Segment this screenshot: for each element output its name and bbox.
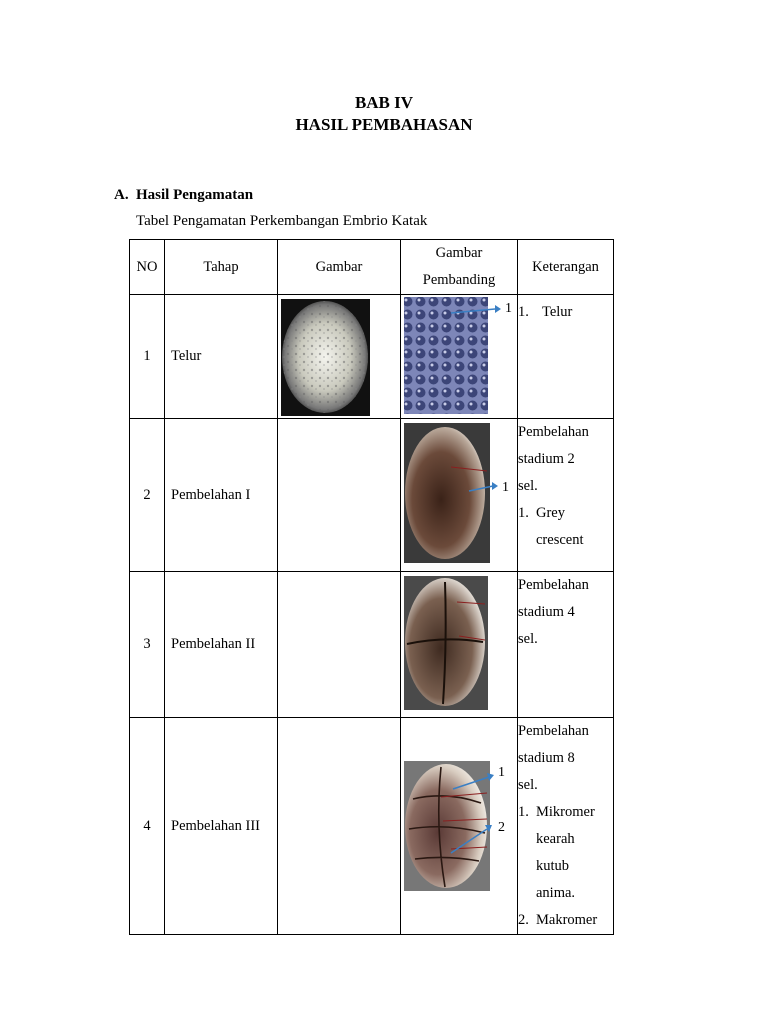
row-number: 4 (130, 718, 165, 935)
comparison-image-cell (401, 295, 518, 419)
row-number: 2 (130, 419, 165, 572)
row-stage: Pembelahan I (165, 419, 278, 572)
row-stage: Telur (165, 295, 278, 419)
list-item: 2. Makromer (518, 912, 598, 928)
description-line: Pembelahan (518, 424, 589, 440)
list-item: 1. Telur (518, 304, 573, 320)
row-description (518, 419, 614, 572)
description-line: stadium 2 (518, 451, 575, 467)
observed-image-cell (278, 572, 401, 718)
table-header-row (130, 240, 614, 295)
row-stage: Pembelahan II (165, 572, 278, 718)
arrow-label: 1 (502, 480, 509, 495)
observed-image-cell (278, 419, 401, 572)
page-title: HASIL PEMBAHASAN (295, 115, 473, 134)
table-row (130, 718, 614, 935)
row-description (518, 295, 614, 419)
section-title: Hasil Pengamatan (136, 187, 254, 203)
table-row (130, 572, 614, 718)
table-caption: Tabel Pengamatan Perkembangan Embrio Katak (136, 213, 428, 229)
description-line: stadium 8 (518, 750, 575, 766)
comparison-image-cell (401, 419, 518, 572)
list-item: 1. Mikromer kearah kutub anima. (518, 804, 595, 901)
chapter-heading: BAB IV (354, 93, 414, 112)
comparison-cleavage-8-image (401, 719, 517, 934)
table-row (130, 419, 614, 572)
header-keterangan: Keterangan (518, 240, 614, 295)
observation-table (129, 239, 614, 935)
header-tahap: Tahap (165, 240, 278, 295)
description-line: Pembelahan (518, 723, 589, 739)
header-pembanding-line1: Gambar (435, 245, 483, 261)
description-line: Pembelahan (518, 577, 589, 593)
arrow-label: 1 (505, 301, 512, 316)
comparison-image-cell (401, 572, 518, 718)
comparison-egg-image (401, 295, 517, 418)
row-stage: Pembelahan III (165, 718, 278, 935)
description-line: sel. (518, 631, 538, 647)
row-number: 1 (130, 295, 165, 419)
arrow-label: 2 (498, 819, 505, 835)
header-gambar-pembanding (401, 240, 518, 295)
description-line: sel. (518, 478, 538, 494)
observed-image-cell (278, 295, 401, 419)
comparison-image-cell (401, 718, 518, 935)
description-line: stadium 4 (518, 604, 575, 620)
section-number: A. (114, 187, 129, 203)
comparison-cleavage-4-image (401, 572, 517, 717)
observed-egg-image (278, 295, 400, 418)
row-number: 3 (130, 572, 165, 718)
description-line: sel. (518, 777, 538, 793)
observed-image-cell (278, 718, 401, 935)
row-description (518, 718, 614, 935)
header-pembanding-line2: Pembanding (422, 272, 496, 288)
header-gambar: Gambar (278, 240, 401, 295)
header-no: NO (130, 240, 165, 295)
list-item: 1. Grey crescent (518, 505, 584, 548)
row-description (518, 572, 614, 718)
section-heading (114, 187, 253, 204)
table-row (130, 295, 614, 419)
comparison-cleavage-2-image (401, 419, 517, 571)
arrow-label: 1 (498, 764, 505, 780)
